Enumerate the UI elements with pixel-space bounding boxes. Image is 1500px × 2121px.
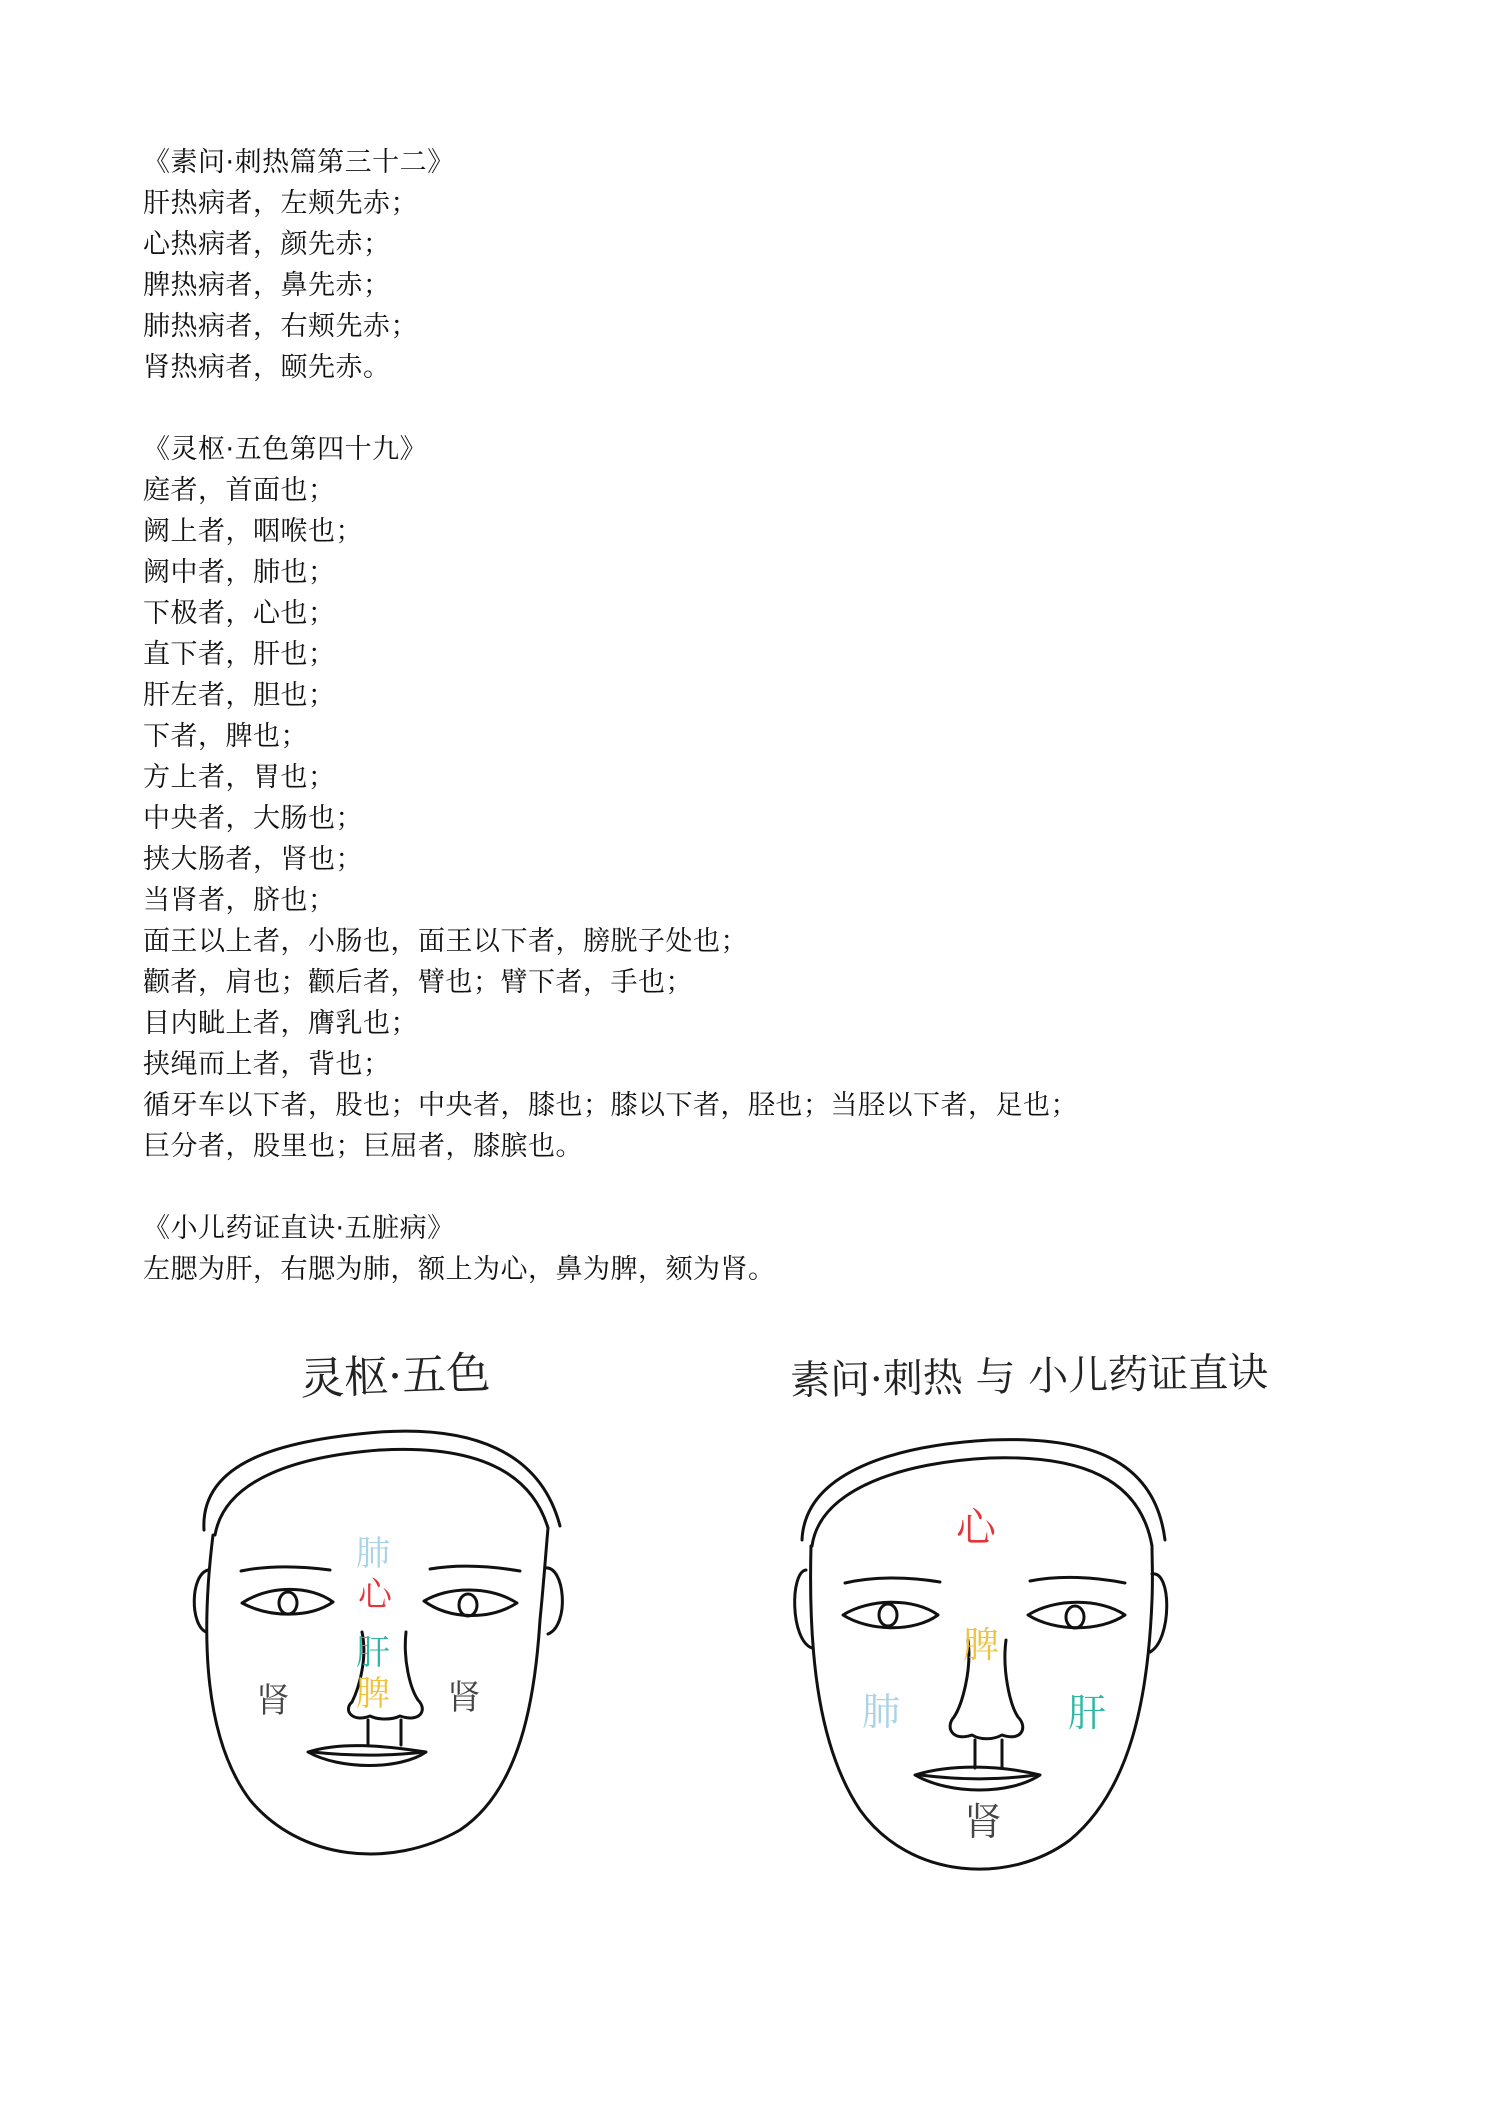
text-line: 庭者，首面也； <box>143 475 336 506</box>
organ-kidney-label: 肾 <box>964 1800 1003 1844</box>
organ-spleen-label: 脾 <box>963 1625 1000 1666</box>
organ-heart-label: 心 <box>956 1505 996 1551</box>
text-line: 颧者，肩也；颧后者，臂也；臂下者，手也； <box>143 967 693 998</box>
text-line: 下者，脾也； <box>143 721 308 752</box>
text-line: 肺热病者，右颊先赤； <box>143 311 418 342</box>
organ-lung-label: 肺 <box>356 1534 390 1574</box>
text-line: 循牙车以下者，股也；中央者，膝也；膝以下者，胫也；当胫以下者，足也； <box>143 1090 1078 1121</box>
text-line: 中央者，大肠也； <box>143 803 363 834</box>
text-line: 肝左者，胆也； <box>143 680 336 711</box>
section-title: 《小儿药证直诀·五脏病》 <box>143 1213 455 1244</box>
text-line: 目内眦上者，膺乳也； <box>143 1008 418 1039</box>
text-line: 左腮为肝，右腮为肺，额上为心，鼻为脾，颏为肾。 <box>143 1254 776 1285</box>
text-line: 面王以上者，小肠也，面王以下者，膀胱子处也； <box>143 926 748 957</box>
organ-kidney-left-label: 肾 <box>256 1681 290 1721</box>
organ-liver-label: 肝 <box>356 1633 390 1673</box>
text-line: 方上者，胃也； <box>143 762 336 793</box>
text-line: 挟绳而上者，背也； <box>143 1049 391 1080</box>
organ-heart-label: 心 <box>358 1575 392 1615</box>
text-line: 下极者，心也； <box>143 598 336 629</box>
figure-label: 素问·刺热 与 小儿药证直诀 <box>789 1349 1269 1405</box>
text-line: 脾热病者，鼻先赤； <box>143 270 391 301</box>
text-line: 直下者，肝也； <box>143 639 336 670</box>
text-line: 当肾者，脐也； <box>143 885 336 916</box>
text-line: 挟大肠者，肾也； <box>143 844 363 875</box>
text-line: 肝热病者，左颊先赤； <box>143 188 418 219</box>
figure-label: 灵枢·五色 <box>299 1347 491 1406</box>
organ-lung-label: 肺 <box>862 1690 901 1734</box>
text-line: 心热病者，颜先赤； <box>143 229 391 260</box>
text-line: 阙中者，肺也； <box>143 557 336 588</box>
text-line: 肾热病者，颐先赤。 <box>143 352 391 383</box>
organ-kidney-right-label: 肾 <box>447 1678 481 1718</box>
text-line: 巨分者，股里也；巨屈者，膝膑也。 <box>143 1131 583 1162</box>
organ-liver-label: 肝 <box>1068 1691 1107 1735</box>
organ-spleen-label: 脾 <box>356 1674 390 1714</box>
section-title: 《灵枢·五色第四十九》 <box>143 434 428 465</box>
text-line: 阙上者，咽喉也； <box>143 516 363 547</box>
section-title: 《素问·刺热篇第三十二》 <box>143 147 455 178</box>
